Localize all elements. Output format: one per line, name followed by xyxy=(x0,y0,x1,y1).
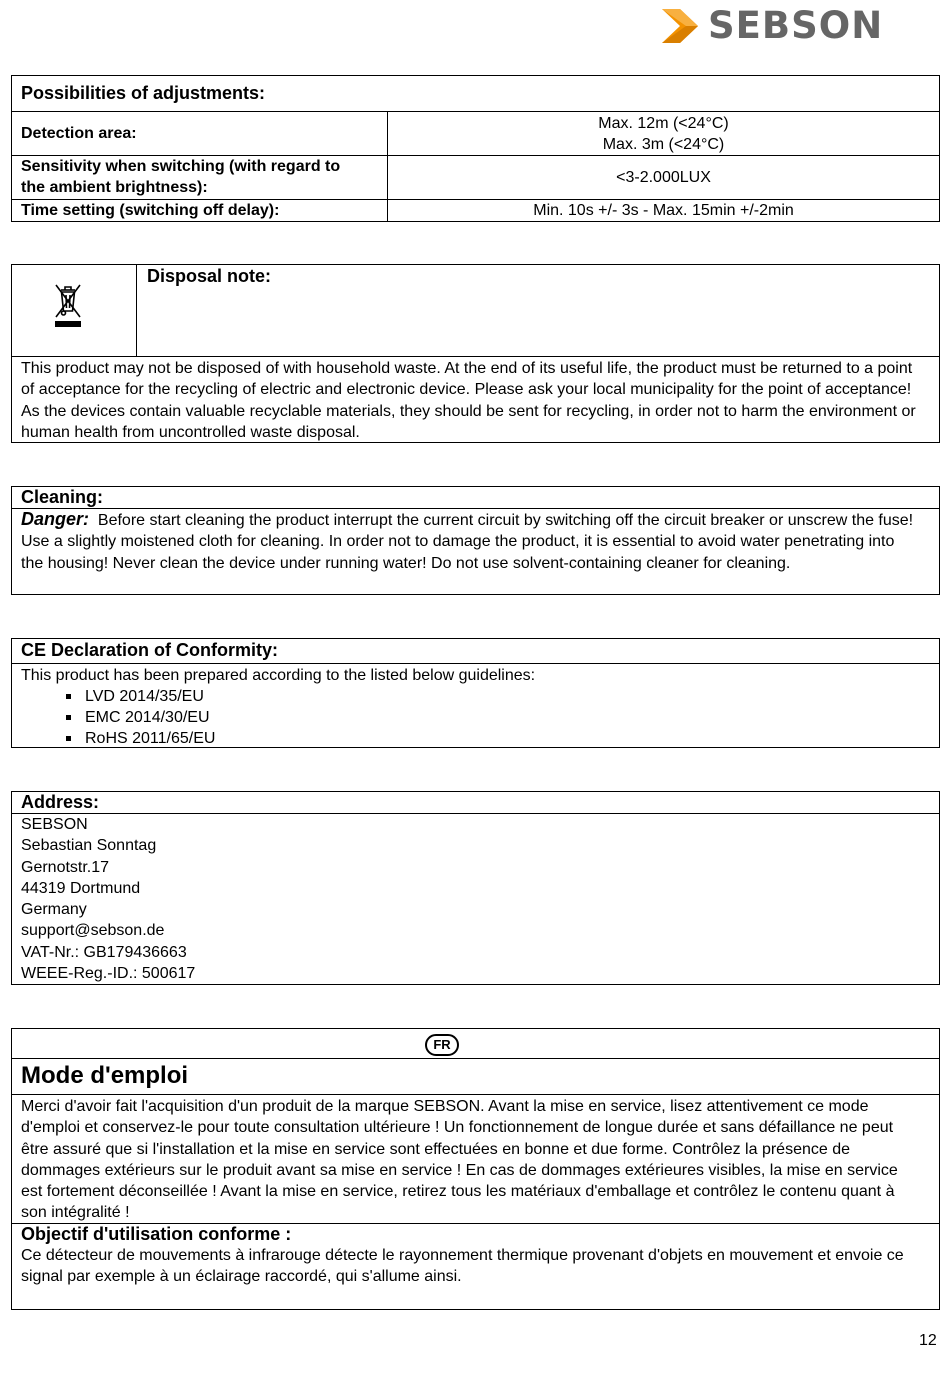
sensitivity-label: Sensitivity when switching (with regard to the ambient brightness): xyxy=(21,158,341,196)
cleaning-title: Cleaning: xyxy=(21,487,104,507)
adjustments-title: Possibilities of adjustments: xyxy=(21,83,266,103)
french-intro: Merci d'avoir fait l'acquisition d'un produit de la marque SEBSON. Avant la mise en service, lisez attentivement ce mode d'emploi et conservez-le pour toute consultation ultérieure ! Un fonctionnement de longue durée et sans défaillance ne peut être assuré que si l'installation et la mise en service sont effectuées en bonne et due forme. Contrôlez la présence de dommages extérieurs sur le produit avant sa mise en service ! En cas de dommages extérieures visibles, la mise en service est fortement déconseillée ! Avant la mise en service, retirez tous les matériaux d'emballage et contrôlez le contenu quant à son intégralité ! xyxy=(21,1098,898,1222)
french-purpose: Ce détecteur de mouvements à infrarouge détecte le rayonnement thermique provenant d'objets en mouvement et envoie ce signal par exemple à un éclairage raccordé, qui s'allume ainsi. xyxy=(21,1247,904,1286)
detection-area-value: Max. 12m (<24°C) Max. 3m (<24°C) xyxy=(598,115,729,153)
cleaning-instructions: Before start cleaning the product interrupt the current circuit by switching off the circuit breaker or unscrew the fuse! Use a slightly moistened cloth for cleaning. In order not to damage the product, it is essential to avoid water penetrating into the housing! Never clean the device under running water! Do not use solvent-containing cleaner for cleaning. xyxy=(21,512,914,572)
address-lines xyxy=(21,814,195,984)
weee-crossed-bin-icon xyxy=(52,281,84,329)
ce-title: CE Declaration of Conformity: xyxy=(21,640,279,660)
cleaning-text xyxy=(21,509,919,574)
danger-label: Danger: xyxy=(21,509,90,529)
detection-area-label: Detection area: xyxy=(21,125,137,142)
address-email[interactable]: support@sebson.de xyxy=(21,922,165,940)
list-item: EMC 2014/30/EU xyxy=(21,707,215,728)
address-vat: VAT-Nr.: GB179436663 xyxy=(21,943,187,961)
brand-logo xyxy=(658,6,883,48)
language-badge-fr: FR xyxy=(425,1034,459,1056)
french-title: Mode d'emploi xyxy=(21,1062,189,1089)
list-item: LVD 2014/35/EU xyxy=(21,686,215,707)
logo-chevron-icon xyxy=(658,6,706,48)
ce-intro: This product has been prepared according to the listed below guidelines: xyxy=(21,667,536,684)
disposal-text: This product may not be disposed of with household waste. At the end of its useful life, the product must be returned to a point of acceptance for the recycling of electric and electronic device. Please ask your local municipality for the point of acceptance! As the devices contain valuable recyclable materials, they should be sent for recycling, in order not to harm the environment or human health from uncontrolled waste disposal. xyxy=(21,360,916,441)
french-subtitle: Objectif d'utilisation conforme : xyxy=(21,1224,292,1244)
address-city: 44319 Dortmund xyxy=(21,879,141,897)
logo-wordmark: SEBSON xyxy=(708,4,884,47)
address-company: SEBSON xyxy=(21,816,88,833)
disposal-title: Disposal note: xyxy=(147,266,272,286)
address-country: Germany xyxy=(21,901,87,919)
ce-guidelines-list xyxy=(21,686,215,749)
address-weee: WEEE-Reg.-ID.: 500617 xyxy=(21,965,196,983)
address-street: Gernotstr.17 xyxy=(21,858,110,876)
sensitivity-value: <3-2.000LUX xyxy=(616,169,711,186)
page-number: 12 xyxy=(919,1332,937,1349)
address-person: Sebastian Sonntag xyxy=(21,837,157,855)
time-setting-value: Min. 10s +/- 3s - Max. 15min +/-2min xyxy=(533,202,794,219)
list-item: RoHS 2011/65/EU xyxy=(21,728,215,749)
time-setting-label: Time setting (switching off delay): xyxy=(21,202,280,219)
address-title: Address: xyxy=(21,792,100,812)
